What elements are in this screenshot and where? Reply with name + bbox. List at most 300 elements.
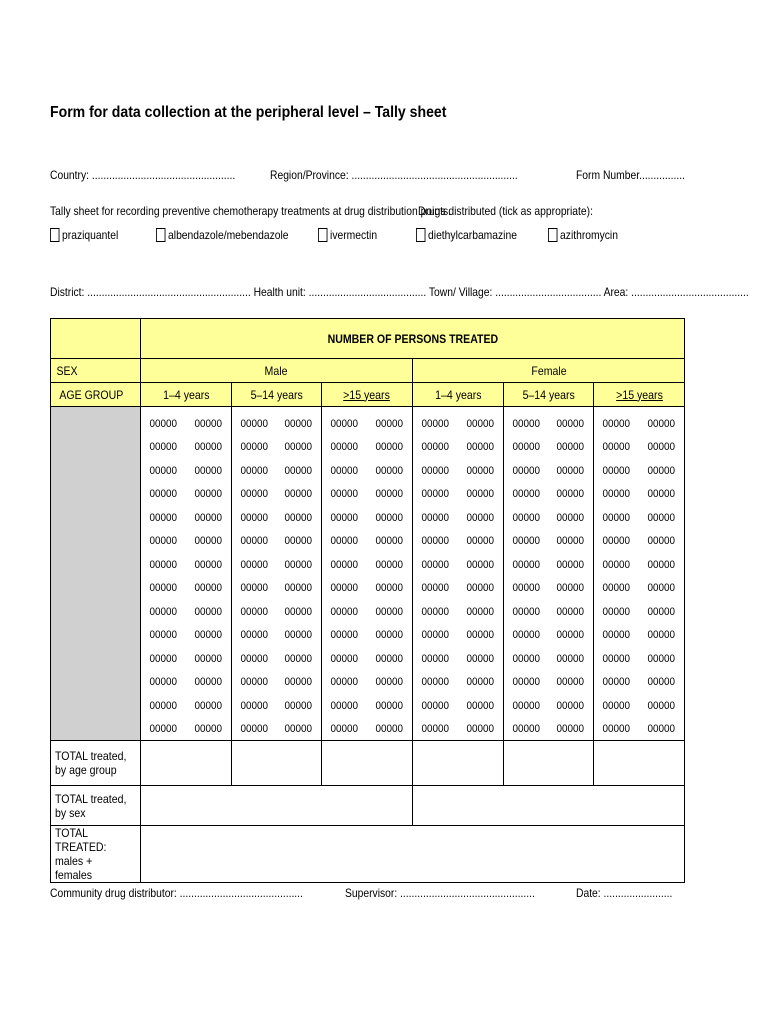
tally-marks[interactable]: 00000 — [330, 440, 359, 453]
tally-marks[interactable]: 00000 — [556, 534, 585, 547]
tally-row — [141, 506, 231, 529]
tally-column-female-1-4[interactable] — [413, 407, 504, 741]
tally-row — [504, 694, 593, 717]
shaded-cell — [51, 407, 141, 741]
tally-marks[interactable]: 00000 — [375, 558, 404, 571]
tally-marks[interactable]: 00000 — [647, 464, 676, 477]
tally-marks[interactable]: 00000 — [240, 511, 269, 524]
tally-marks[interactable]: 00000 — [466, 652, 495, 665]
tally-marks[interactable]: 00000 — [512, 605, 541, 618]
tally-description: Tally sheet for recording preventive chemotherapy treatments at drug distribution points. — [50, 204, 451, 218]
tally-row — [322, 482, 412, 505]
tally-marks[interactable]: 00000 — [602, 558, 631, 571]
age-header-female-5-14: 5–14 years — [504, 383, 594, 407]
tally-marks[interactable]: 00000 — [284, 699, 313, 712]
tally-marks[interactable]: 00000 — [512, 558, 541, 571]
tally-marks[interactable]: 00000 — [194, 558, 223, 571]
tally-row — [504, 670, 593, 693]
tally-marks[interactable]: 00000 — [647, 558, 676, 571]
tally-row — [504, 553, 593, 576]
tally-marks[interactable]: 00000 — [421, 464, 450, 477]
tally-marks[interactable]: 00000 — [602, 487, 631, 500]
tally-marks[interactable]: 00000 — [556, 558, 585, 571]
tally-marks[interactable]: 00000 — [284, 440, 313, 453]
tally-marks[interactable]: 00000 — [512, 534, 541, 547]
tally-row — [322, 647, 412, 670]
tally-marks[interactable]: 00000 — [330, 487, 359, 500]
total-treated-label: TOTAL TREATED: males + females — [51, 826, 141, 883]
tally-marks[interactable]: 00000 — [466, 464, 495, 477]
tally-row — [232, 670, 321, 693]
tally-marks[interactable]: 00000 — [421, 722, 450, 735]
tally-marks[interactable]: 00000 — [194, 628, 223, 641]
tally-marks[interactable]: 00000 — [149, 722, 178, 735]
tally-marks[interactable]: 00000 — [284, 558, 313, 571]
tally-marks[interactable]: 00000 — [602, 605, 631, 618]
tally-row — [141, 717, 231, 740]
tally-row — [232, 623, 321, 646]
tally-marks[interactable]: 00000 — [194, 722, 223, 735]
tally-marks[interactable]: 00000 — [284, 722, 313, 735]
tally-row — [141, 576, 231, 599]
form-number-field[interactable]: Form Number................ — [576, 168, 685, 182]
tally-row — [413, 600, 503, 623]
tally-marks[interactable]: 00000 — [556, 652, 585, 665]
tally-marks[interactable]: 00000 — [194, 534, 223, 547]
drug-option-azithromycin[interactable]: azithromycin — [548, 228, 618, 242]
tally-marks[interactable]: 00000 — [512, 581, 541, 594]
checkbox-icon[interactable] — [548, 228, 557, 242]
tally-row — [594, 623, 684, 646]
drugs-label: Drugs distributed (tick as appropriate): — [418, 204, 593, 218]
tally-marks[interactable]: 00000 — [330, 628, 359, 641]
checkbox-icon[interactable] — [50, 228, 59, 242]
checkbox-icon[interactable] — [156, 228, 165, 242]
tally-row — [504, 623, 593, 646]
tally-marks[interactable]: 00000 — [421, 534, 450, 547]
tally-marks[interactable]: 00000 — [149, 534, 178, 547]
tally-column-female-5-14[interactable] — [504, 407, 594, 741]
tally-row — [141, 459, 231, 482]
tally-marks[interactable]: 00000 — [330, 534, 359, 547]
tally-marks[interactable]: 00000 — [556, 487, 585, 500]
tally-marks[interactable]: 00000 — [421, 699, 450, 712]
tally-marks[interactable]: 00000 — [194, 464, 223, 477]
tally-marks[interactable]: 00000 — [421, 440, 450, 453]
tally-row — [232, 647, 321, 670]
tally-row — [322, 412, 412, 435]
checkbox-icon[interactable] — [416, 228, 425, 242]
tally-row — [141, 412, 231, 435]
tally-marks[interactable]: 00000 — [330, 511, 359, 524]
tally-marks[interactable]: 00000 — [284, 628, 313, 641]
tally-row — [232, 576, 321, 599]
page-title: Form for data collection at the peripheral level – Tally sheet — [50, 104, 447, 121]
tally-marks[interactable]: 00000 — [421, 581, 450, 594]
tally-row — [141, 623, 231, 646]
tally-marks[interactable]: 00000 — [240, 534, 269, 547]
tally-marks[interactable]: 00000 — [647, 417, 676, 430]
tally-marks[interactable]: 00000 — [556, 722, 585, 735]
tally-row — [594, 412, 684, 435]
tally-marks[interactable]: 00000 — [330, 652, 359, 665]
supervisor-field[interactable]: Supervisor: ............................................... — [345, 886, 535, 900]
tally-marks[interactable]: 00000 — [149, 487, 178, 500]
tally-marks[interactable]: 00000 — [375, 487, 404, 500]
tally-marks[interactable]: 00000 — [421, 652, 450, 665]
tally-marks[interactable]: 00000 — [602, 511, 631, 524]
tally-marks[interactable]: 00000 — [284, 534, 313, 547]
tally-marks[interactable]: 00000 — [602, 628, 631, 641]
tally-marks[interactable]: 00000 — [194, 652, 223, 665]
tally-table — [50, 318, 685, 883]
tally-marks[interactable]: 00000 — [647, 487, 676, 500]
tally-marks[interactable]: 00000 — [512, 628, 541, 641]
tally-row — [504, 435, 593, 458]
tally-marks[interactable]: 00000 — [240, 464, 269, 477]
tally-row — [322, 435, 412, 458]
tally-marks[interactable]: 00000 — [556, 440, 585, 453]
tally-marks[interactable]: 00000 — [149, 605, 178, 618]
tally-row — [504, 600, 593, 623]
tally-marks[interactable]: 00000 — [647, 511, 676, 524]
tally-marks[interactable]: 00000 — [466, 605, 495, 618]
age-header-male-5-14: 5–14 years — [232, 383, 322, 407]
tally-row — [504, 482, 593, 505]
tally-marks[interactable]: 00000 — [512, 722, 541, 735]
tally-row — [141, 670, 231, 693]
tally-marks[interactable]: 00000 — [421, 558, 450, 571]
tally-row — [504, 576, 593, 599]
tally-marks[interactable]: 00000 — [466, 558, 495, 571]
tally-marks[interactable]: 00000 — [375, 675, 404, 688]
tally-marks[interactable]: 00000 — [647, 534, 676, 547]
tally-marks[interactable]: 00000 — [647, 605, 676, 618]
tally-marks[interactable]: 00000 — [466, 534, 495, 547]
total-age-cell[interactable] — [594, 741, 685, 786]
tally-marks[interactable]: 00000 — [284, 417, 313, 430]
tally-marks[interactable]: 00000 — [466, 440, 495, 453]
tally-marks[interactable]: 00000 — [149, 417, 178, 430]
tally-row — [322, 694, 412, 717]
sex-label: SEX — [51, 359, 141, 383]
tally-marks[interactable]: 00000 — [512, 699, 541, 712]
checkbox-icon[interactable] — [318, 228, 327, 242]
tally-marks[interactable]: 00000 — [647, 699, 676, 712]
tally-marks[interactable]: 00000 — [556, 699, 585, 712]
tally-marks[interactable]: 00000 — [149, 581, 178, 594]
tally-row — [594, 717, 684, 740]
tally-marks[interactable]: 00000 — [240, 628, 269, 641]
female-header: Female — [413, 359, 685, 383]
tally-column-male-5-14[interactable] — [232, 407, 322, 741]
tally-marks[interactable]: 00000 — [421, 487, 450, 500]
tally-marks[interactable]: 00000 — [602, 722, 631, 735]
tally-marks[interactable]: 00000 — [284, 487, 313, 500]
tally-marks[interactable]: 00000 — [240, 675, 269, 688]
total-by-sex-label: TOTAL treated, by sex — [51, 786, 141, 826]
tally-marks[interactable]: 00000 — [556, 417, 585, 430]
tally-marks[interactable]: 00000 — [647, 440, 676, 453]
tally-marks[interactable]: 00000 — [149, 652, 178, 665]
tally-column-female-15plus[interactable] — [594, 407, 685, 741]
age-header-male-15plus: >15 years — [322, 383, 413, 407]
tally-marks[interactable]: 00000 — [602, 417, 631, 430]
tally-row — [594, 459, 684, 482]
tally-marks[interactable]: 00000 — [284, 652, 313, 665]
tally-marks[interactable]: 00000 — [330, 417, 359, 430]
tally-marks[interactable]: 00000 — [512, 440, 541, 453]
tally-marks[interactable]: 00000 — [647, 628, 676, 641]
tally-row — [322, 553, 412, 576]
drug-option-praziquantel[interactable]: praziquantel — [50, 228, 118, 242]
age-group-label: AGE GROUP — [51, 383, 141, 407]
tally-marks[interactable]: 00000 — [240, 558, 269, 571]
tally-marks[interactable]: 00000 — [194, 581, 223, 594]
total-age-cell[interactable] — [232, 741, 322, 786]
age-header-female-1-4: 1–4 years — [413, 383, 504, 407]
tally-row — [504, 506, 593, 529]
tally-marks[interactable]: 00000 — [149, 558, 178, 571]
tally-marks[interactable]: 00000 — [647, 581, 676, 594]
tally-marks[interactable]: 00000 — [466, 487, 495, 500]
tally-marks[interactable]: 00000 — [466, 511, 495, 524]
date-field[interactable]: Date: ........................ — [576, 886, 673, 900]
tally-marks[interactable]: 00000 — [375, 511, 404, 524]
tally-marks[interactable]: 00000 — [330, 699, 359, 712]
tally-marks[interactable]: 00000 — [194, 440, 223, 453]
tally-marks[interactable]: 00000 — [647, 722, 676, 735]
tally-row — [594, 506, 684, 529]
tally-marks[interactable]: 00000 — [512, 464, 541, 477]
tally-row — [413, 576, 503, 599]
tally-marks[interactable]: 00000 — [194, 699, 223, 712]
tally-row — [141, 694, 231, 717]
tally-row — [504, 529, 593, 552]
tally-marks[interactable]: 00000 — [149, 675, 178, 688]
tally-row — [322, 670, 412, 693]
drug-option-diethylcarbamazine[interactable]: diethylcarbamazine — [416, 228, 517, 242]
tally-row — [413, 412, 503, 435]
distributor-field[interactable]: Community drug distributor: ........................................... — [50, 886, 303, 900]
tally-row — [141, 553, 231, 576]
tally-marks[interactable]: 00000 — [602, 581, 631, 594]
total-age-cell[interactable] — [413, 741, 504, 786]
location-fields[interactable]: District: ......................................................... Health unit: ......................................... Town/ Village: ..................................... Area: ......................................... — [50, 285, 749, 299]
tally-marks[interactable]: 00000 — [240, 652, 269, 665]
tally-marks[interactable]: 00000 — [466, 722, 495, 735]
tally-marks[interactable]: 00000 — [149, 699, 178, 712]
tally-row — [232, 553, 321, 576]
region-field[interactable]: Region/Province: .......................................................... — [270, 168, 518, 182]
tally-row — [322, 717, 412, 740]
country-field[interactable]: Country: .................................................. — [50, 168, 236, 182]
tally-marks[interactable]: 00000 — [240, 487, 269, 500]
tally-row — [322, 600, 412, 623]
tally-marks[interactable]: 00000 — [194, 487, 223, 500]
tally-marks[interactable]: 00000 — [602, 675, 631, 688]
tally-marks[interactable]: 00000 — [240, 722, 269, 735]
tally-marks[interactable]: 00000 — [375, 440, 404, 453]
tally-marks[interactable]: 00000 — [556, 605, 585, 618]
tally-marks[interactable]: 00000 — [375, 652, 404, 665]
tally-marks[interactable]: 00000 — [284, 581, 313, 594]
tally-row — [594, 670, 684, 693]
tally-row — [232, 529, 321, 552]
tally-marks[interactable]: 00000 — [240, 417, 269, 430]
tally-marks[interactable]: 00000 — [512, 511, 541, 524]
tally-marks[interactable]: 00000 — [149, 464, 178, 477]
tally-marks[interactable]: 00000 — [284, 675, 313, 688]
tally-row — [504, 647, 593, 670]
tally-marks[interactable]: 00000 — [330, 558, 359, 571]
tally-marks[interactable]: 00000 — [512, 675, 541, 688]
tally-row — [141, 529, 231, 552]
drug-option-ivermectin[interactable]: ivermectin — [318, 228, 377, 242]
tally-marks[interactable]: 00000 — [466, 581, 495, 594]
tally-row — [594, 435, 684, 458]
tally-marks[interactable]: 00000 — [240, 605, 269, 618]
tally-marks[interactable]: 00000 — [556, 581, 585, 594]
tally-marks[interactable]: 00000 — [466, 675, 495, 688]
tally-row — [594, 600, 684, 623]
tally-row — [594, 529, 684, 552]
tally-row — [232, 717, 321, 740]
tally-row — [322, 459, 412, 482]
total-age-cell[interactable] — [322, 741, 413, 786]
tally-marks[interactable]: 00000 — [602, 440, 631, 453]
tally-marks[interactable]: 00000 — [330, 722, 359, 735]
tally-row — [413, 717, 503, 740]
total-male-cell[interactable] — [141, 786, 413, 826]
tally-row — [413, 647, 503, 670]
tally-column-male-1-4[interactable] — [141, 407, 232, 741]
tally-marks[interactable]: 00000 — [647, 675, 676, 688]
tally-row — [141, 482, 231, 505]
tally-marks[interactable]: 00000 — [556, 511, 585, 524]
tally-row — [413, 670, 503, 693]
tally-row — [232, 435, 321, 458]
tally-row — [322, 529, 412, 552]
tally-marks[interactable]: 00000 — [375, 581, 404, 594]
tally-marks[interactable]: 00000 — [421, 628, 450, 641]
tally-row — [232, 506, 321, 529]
tally-row — [232, 412, 321, 435]
total-by-age-label: TOTAL treated, by age group — [51, 741, 141, 786]
tally-row — [141, 600, 231, 623]
tally-marks[interactable]: 00000 — [375, 464, 404, 477]
tally-row — [413, 694, 503, 717]
tally-marks[interactable]: 00000 — [284, 464, 313, 477]
age-header-male-1-4: 1–4 years — [141, 383, 232, 407]
tally-row — [322, 623, 412, 646]
tally-marks[interactable]: 00000 — [421, 605, 450, 618]
tally-marks[interactable]: 00000 — [602, 699, 631, 712]
tally-marks[interactable]: 00000 — [240, 440, 269, 453]
tally-marks[interactable]: 00000 — [512, 417, 541, 430]
tally-marks[interactable]: 00000 — [466, 417, 495, 430]
tally-row — [232, 459, 321, 482]
tally-marks[interactable]: 00000 — [556, 628, 585, 641]
total-age-cell[interactable] — [141, 741, 232, 786]
tally-row — [504, 459, 593, 482]
tally-marks[interactable]: 00000 — [375, 722, 404, 735]
tally-column-male-15plus[interactable] — [322, 407, 413, 741]
tally-marks[interactable]: 00000 — [375, 417, 404, 430]
tally-marks[interactable]: 00000 — [284, 511, 313, 524]
tally-marks[interactable]: 00000 — [149, 628, 178, 641]
tally-marks[interactable]: 00000 — [240, 581, 269, 594]
drug-option-albendazole[interactable]: albendazole/mebendazole — [156, 228, 289, 242]
tally-marks[interactable]: 00000 — [194, 675, 223, 688]
tally-marks[interactable]: 00000 — [375, 605, 404, 618]
total-age-cell[interactable] — [504, 741, 594, 786]
tally-marks[interactable]: 00000 — [421, 511, 450, 524]
tally-row — [594, 482, 684, 505]
tally-marks[interactable]: 00000 — [330, 581, 359, 594]
tally-row — [413, 506, 503, 529]
tally-marks[interactable]: 00000 — [194, 511, 223, 524]
tally-row — [504, 717, 593, 740]
tally-row — [232, 600, 321, 623]
age-header-female-15plus: >15 years — [594, 383, 685, 407]
tally-marks[interactable]: 00000 — [466, 628, 495, 641]
tally-marks[interactable]: 00000 — [512, 487, 541, 500]
tally-marks[interactable]: 00000 — [556, 675, 585, 688]
tally-row — [594, 576, 684, 599]
number-treated-header: NUMBER OF PERSONS TREATED — [141, 319, 685, 359]
tally-marks[interactable]: 00000 — [375, 628, 404, 641]
tally-marks[interactable]: 00000 — [284, 605, 313, 618]
tally-marks[interactable]: 00000 — [466, 699, 495, 712]
tally-marks[interactable]: 00000 — [421, 675, 450, 688]
tally-marks[interactable]: 00000 — [149, 511, 178, 524]
tally-marks[interactable]: 00000 — [602, 652, 631, 665]
tally-marks[interactable]: 00000 — [556, 464, 585, 477]
tally-marks[interactable]: 00000 — [602, 464, 631, 477]
tally-marks[interactable]: 00000 — [194, 605, 223, 618]
male-header: Male — [141, 359, 413, 383]
tally-marks[interactable]: 00000 — [647, 652, 676, 665]
tally-marks[interactable]: 00000 — [149, 440, 178, 453]
tally-marks[interactable]: 00000 — [330, 605, 359, 618]
tally-row — [413, 553, 503, 576]
tally-marks[interactable]: 00000 — [512, 652, 541, 665]
tally-marks[interactable]: 00000 — [240, 699, 269, 712]
tally-marks[interactable]: 00000 — [330, 675, 359, 688]
tally-row — [594, 647, 684, 670]
header-corner — [51, 319, 141, 359]
tally-row — [413, 459, 503, 482]
tally-marks[interactable]: 00000 — [602, 534, 631, 547]
tally-row — [322, 506, 412, 529]
total-treated-cell[interactable] — [141, 826, 685, 883]
tally-row — [141, 435, 231, 458]
tally-marks[interactable]: 00000 — [421, 417, 450, 430]
tally-row — [504, 412, 593, 435]
tally-marks[interactable]: 00000 — [375, 699, 404, 712]
tally-marks[interactable]: 00000 — [375, 534, 404, 547]
tally-marks[interactable]: 00000 — [330, 464, 359, 477]
tally-marks[interactable]: 00000 — [194, 417, 223, 430]
total-female-cell[interactable] — [413, 786, 685, 826]
tally-row — [413, 435, 503, 458]
tally-row — [322, 576, 412, 599]
tally-row — [141, 647, 231, 670]
tally-row — [594, 694, 684, 717]
tally-row — [413, 529, 503, 552]
tally-row — [413, 482, 503, 505]
